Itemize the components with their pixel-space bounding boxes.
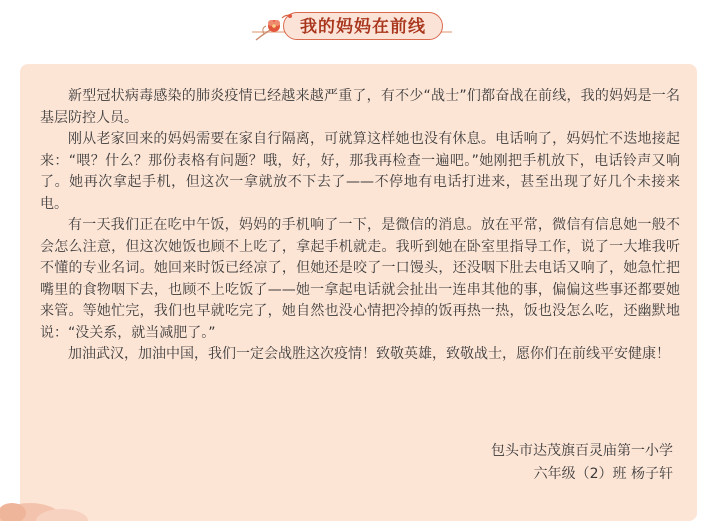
paragraph: 有一天我们正在吃中午饭，妈妈的手机响了一下，是微信的消息。放在平常，微信有信息她一般不会怎么注意，但这次她饭也顾不上吃了，拿起手机就走。我听到她在卧室里指导工作，说了一大堆我听不懂的专业名词。她回来时饭已经凉了，但她还是咬了一口馒头，还没咽下肚去电话又响了，她急忙把嘴里的食物咽下去，也顾不上吃饭了——她一拿起电话就会扯出一连串其他的事，偏偏这些事还都要她来管。等她忙完，我们也早就吃完了，她自然也没心情把冷掉的饭再热一热，饭也没怎么吃，还幽默地说：“没关系，就当减肥了。” [40,217,680,341]
paragraph: 刚从老家回来的妈妈需要在家自行隔离，可就算这样她也没有休息。电话响了，妈妈忙不迭地接起来：“喂？什么？那份表格有问题？哦，好，好，那我再检查一遍吧。”她刚把手机放下，电话铃声又响了。她再次拿起手机，但这次一拿就放不下去了——不停地有电话打进来，甚至出现了好几个未接来电。 [40,131,680,212]
paragraph: 新型冠状病毒感染的肺炎疫情已经越来越严重了，有不少“战士”们都奋战在前线，我的妈妈是一名基层防控人员。 [40,88,680,126]
cloud-decoration-icon [0,481,160,521]
title-banner [0,0,705,60]
signature-school: 包头市达茂旗百灵庙第一小学 [491,443,673,459]
page-title: 我的妈妈在前线 [300,17,426,37]
paragraph: 加油武汉，加油中国，我们一定会战胜这次疫情！致敬英雄，致敬战士，愿你们在前线平安健康！ [68,346,670,362]
article-body [40,86,680,366]
signature-student: 六年级（2）班 杨子轩 [533,466,673,482]
flower-icon [252,10,296,44]
